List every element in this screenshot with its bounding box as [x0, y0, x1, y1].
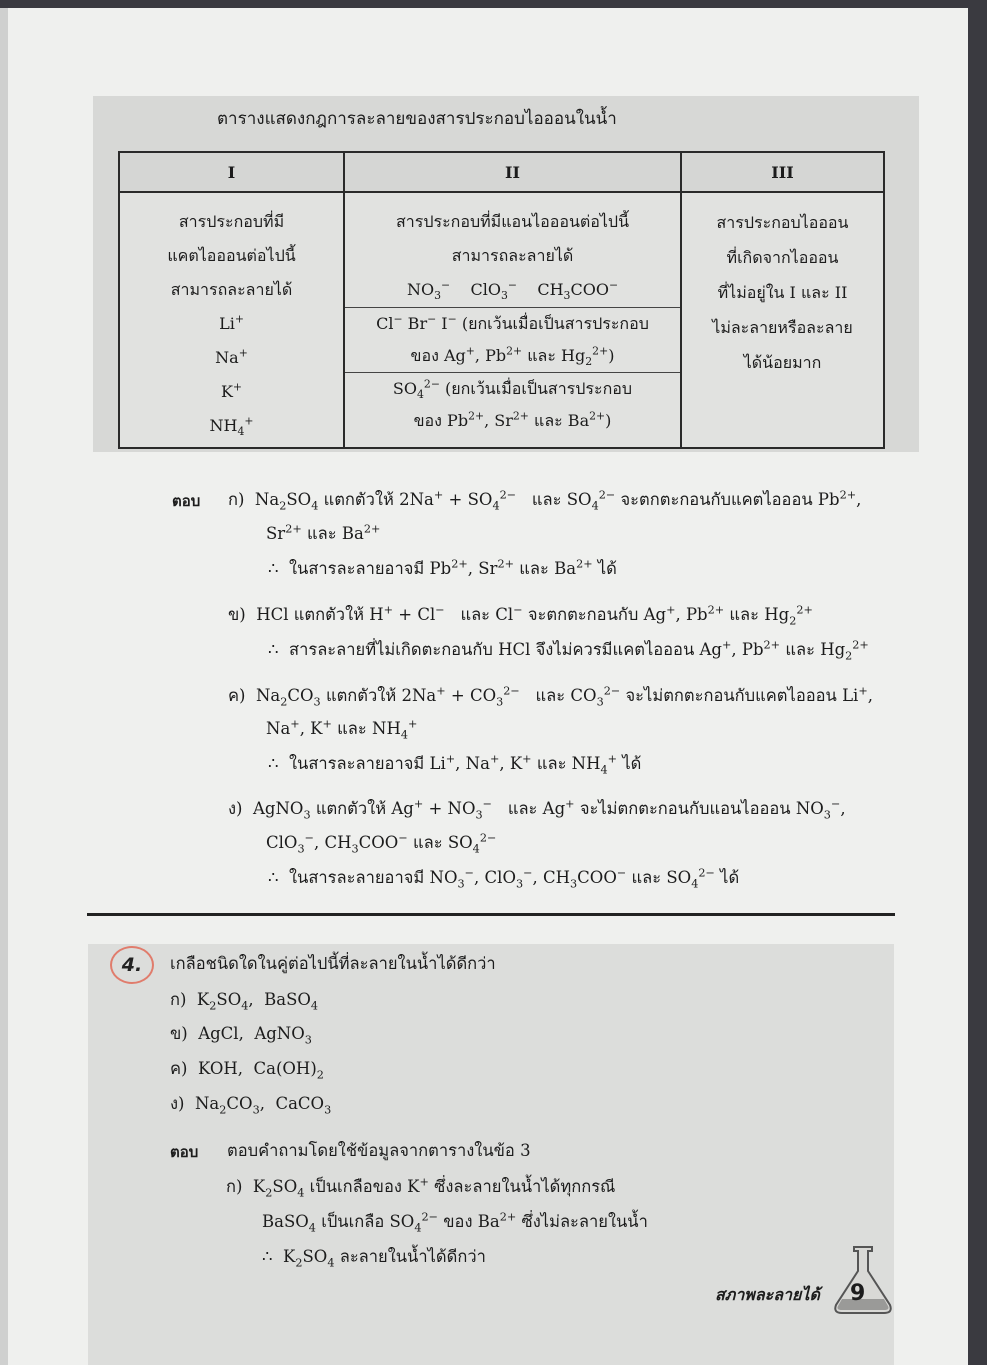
col-1-line: สามารถละลายได้: [170, 280, 293, 299]
answer-4-ka-line3: ∴ $K_2SO_4$ ละลายในน้ำได้ดีกว่า: [262, 1247, 486, 1270]
question-text: เกลือชนิดใดในคู่ต่อไปนี้ที่ละลายในน้ำได้ดีกว่า: [170, 954, 496, 973]
option-ngo: ง) $Na_2CO_3$, CaCO$_3$: [170, 1094, 332, 1117]
sulfate-row: $SO_4^{2-}$ (ยกเว้นเมื่อเป็นสารประกอบ ของ $Pb^{2+}$, $Sr^{2+}$ และ $Ba^{2+}$): [345, 372, 680, 437]
answer-ka-line3: ∴ ในสารละลายอาจมี $Pb^{2+}$, $Sr^{2+}$ และ $Ba^{2+}$ ได้: [268, 557, 617, 578]
solubility-table-box: [93, 96, 919, 452]
header-col-3: III: [681, 152, 884, 192]
halide-row: Cl− Br− I− (ยกเว้นเมื่อเป็นสารประกอบ ของ Ag+, $Pb^{2+}$ และ $Hg_2^{2+}$): [345, 307, 680, 372]
col-3-line: ไม่ละลายหรือละลาย: [712, 318, 853, 337]
answer-ngo-line2: ClO$_3$−, $CH_3COO^-$ และ $SO_4^{2-}$: [266, 831, 497, 856]
ion-na: Na+: [215, 346, 248, 367]
answer-ngo: ง) AgNO$_3$ แตกตัวให้ $Ag^+ + NO_3^-$ และ Ag+ จะไม่ตกตะกอนกับแอนไอออน $NO_3^-$,: [228, 797, 846, 822]
page-edge: [968, 0, 987, 1365]
col-3-cell: [681, 192, 884, 448]
col-1-line: สารประกอบที่มี: [178, 212, 285, 231]
col-1-cell: [119, 192, 344, 448]
col-2-cell: [344, 192, 681, 448]
option-ka: ก) $K_2SO_4$, BaSO$_4$: [170, 990, 319, 1013]
header-col-1: I: [119, 152, 344, 192]
answer-kha: ข) HCl แตกตัวให้ H+ + Cl− และ Cl− จะตกตะกอนกับ Ag+, $Pb^{2+}$ และ $Hg_2^{2+}$: [228, 603, 813, 628]
solubility-table: [118, 151, 885, 449]
answer-ka-line2: $Sr^{2+}$ และ $Ba^{2+}$: [266, 522, 381, 543]
answer-kho-line3: ∴ ในสารละลายอาจมี Li+, Na+, K+ และ $NH_4^+$ ได้: [268, 752, 642, 777]
col-3-line: ที่เกิดจากไอออน: [726, 248, 839, 267]
section-divider: [87, 913, 895, 916]
col-3-line: ได้น้อยมาก: [743, 353, 822, 372]
ion-nh4: $NH_4^+$: [209, 414, 254, 439]
top-edge: [0, 0, 987, 8]
ion-li: Li+: [219, 312, 244, 333]
col-3-line: สารประกอบไอออน: [716, 213, 849, 232]
ion-k: K+: [220, 380, 243, 401]
col-3-line: ที่ไม่อยู่ใน I และ II: [717, 283, 848, 302]
table-title: ตารางแสดงกฎการละลายของสารประกอบไอออนในน้ำ: [217, 109, 617, 129]
answer-4-ka-line2: BaSO$_4$ เป็นเกลือ $SO_4^{2-}$ ของ $Ba^{2+}$ ซึ่งไม่ละลายในน้ำ: [262, 1210, 648, 1235]
answer-kha-line2: ∴ สารละลายที่ไม่เกิดตะกอนกับ HCl จึงไม่ควรมีแคตไอออน Ag+, $Pb^{2+}$ และ $Hg_2^{2+}$: [268, 638, 869, 663]
header-col-2: II: [344, 152, 681, 192]
answer-kho: ค) $Na_2CO_3$ แตกตัวให้ $2Na^+ + CO_3^{2-}$ และ $CO_3^{2-}$ จะไม่ตกตะกอนกับแคตไอออน Li+,: [228, 684, 873, 709]
footer-title: สภาพละลายได้: [715, 1285, 820, 1304]
answer-label: ตอบ: [172, 492, 201, 510]
answer-4-ka: ก) $K_2SO_4$ เป็นเกลือของ K+ ซึ่งละลายในน้ำได้ทุกกรณี: [226, 1175, 616, 1200]
page-number: 9: [850, 1281, 866, 1306]
col-2-line: สารประกอบที่มีแอนไอออนต่อไปนี้: [395, 212, 630, 231]
answer-4-label: ตอบ: [170, 1143, 199, 1161]
answer-ngo-line3: ∴ ในสารละลายอาจมี $NO_3^-$, ClO$_3$−, $CH_3COO^-$ และ $SO_4^{2-}$ ได้: [268, 866, 740, 891]
option-kho: ค) KOH, $Ca(OH)_2$: [170, 1059, 324, 1082]
option-kha: ข) AgCl, AgNO$_3$: [170, 1024, 312, 1047]
question-number: 4.: [110, 946, 154, 984]
answer-ka: ก) $Na_2SO_4$ แตกตัวให้ $2Na^+ + SO_4^{2-}$ และ $SO_4^{2-}$ จะตกตะกอนกับแคตไอออน $Pb^{2+}$,: [228, 488, 862, 513]
answer-kho-line2: Na+, K+ และ $NH_4^+$: [266, 717, 418, 742]
col-1-line: แคตไอออนต่อไปนี้: [167, 246, 296, 265]
answer-4-intro: ตอบคำถามโดยใช้ข้อมูลจากตารางในข้อ 3: [227, 1141, 531, 1160]
soluble-anions: $NO_3^-$ ClO$_3$− $CH_3COO^-$: [406, 278, 619, 303]
col-2-line: สามารถละลายได้: [451, 246, 574, 265]
